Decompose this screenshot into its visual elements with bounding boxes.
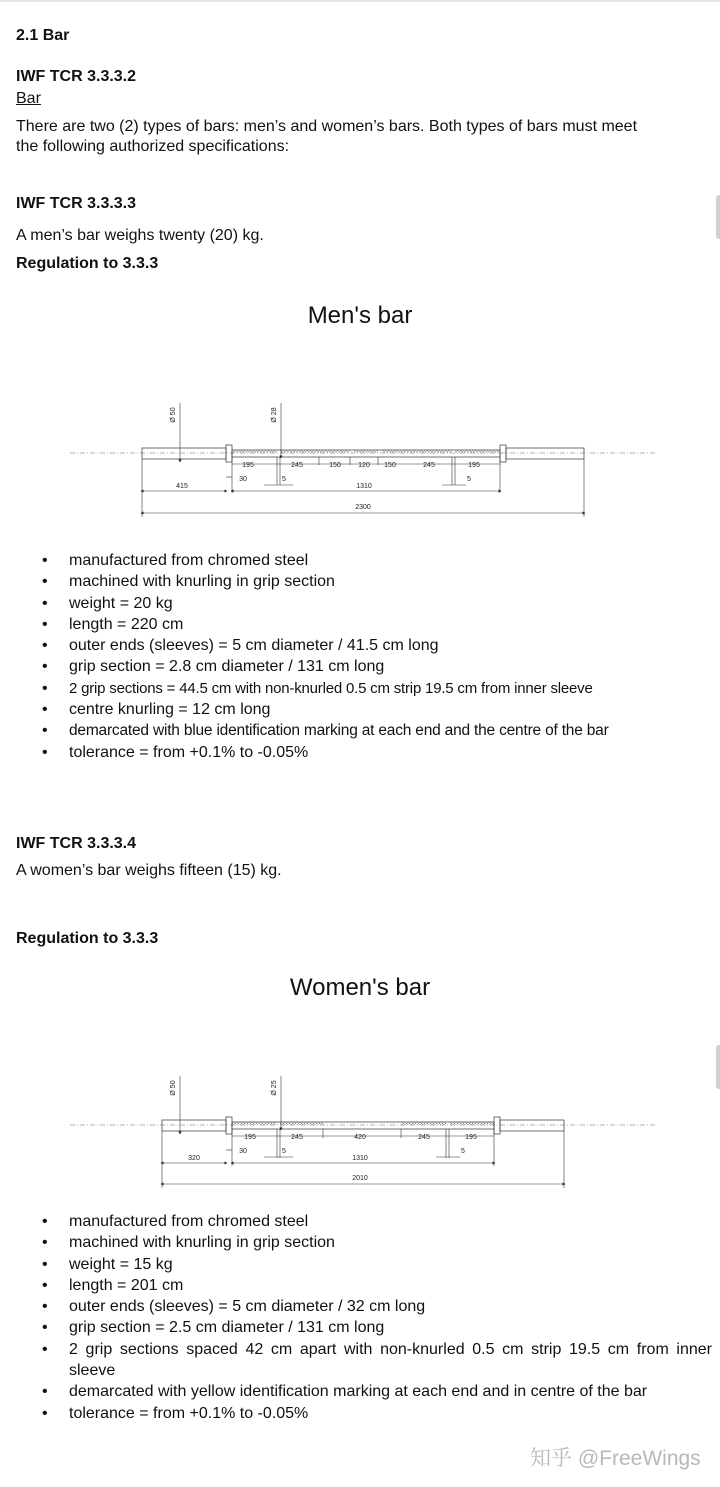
list-item: • 2 grip sections = 44.5 cm with non-knurled 0.5 cm strip 19.5 cm from inner sleeve [42, 678, 712, 699]
list-item: • manufactured from chromed steel [42, 1211, 712, 1232]
strip-left-label: 5 [282, 476, 286, 483]
segment-label: 195 [465, 1134, 477, 1141]
tcr-3334-text: A women’s bar weighs fifteen (15) kg. [16, 862, 282, 879]
outer-diameter-label: Ø 50 [170, 407, 177, 423]
sleeve-label: 320 [188, 1155, 200, 1162]
segment-label: 245 [291, 462, 303, 469]
segment-label: 150 [384, 462, 396, 469]
strip-right-label: 5 [461, 1148, 465, 1155]
mens-bar-spec-list [42, 550, 712, 763]
tcr-3333-text: A men’s bar weighs twenty (20) kg. [16, 227, 264, 244]
segment-label: 150 [329, 462, 341, 469]
tcr-3333-code: IWF TCR 3.3.3.3 [16, 195, 137, 212]
strip-right-label: 5 [467, 476, 471, 483]
list-item: • length = 201 cm [42, 1275, 712, 1296]
tcr-3334-code: IWF TCR 3.3.3.4 [16, 835, 137, 852]
list-item: • outer ends (sleeves) = 5 cm diameter / 32 cm long [42, 1296, 712, 1317]
tcr-3332-line1: There are two (2) types of bars: men’s and women’s bars. Both types of bars must meet [16, 118, 638, 135]
left-collar [226, 1117, 232, 1134]
knurl-left-inner [280, 1122, 323, 1125]
mens-bar-title: Men's bar [307, 302, 413, 329]
collar-label: 30 [239, 1148, 247, 1155]
segment-label: 195 [242, 462, 254, 469]
left-sleeve [142, 448, 226, 459]
tcr-3332-code: IWF TCR 3.3.3.2 [16, 68, 137, 85]
total-length-label: 2010 [352, 1175, 368, 1182]
list-item: • length = 220 cm [42, 614, 712, 635]
right-sleeve [500, 1120, 564, 1131]
tcr-3332-line2: the following authorized specifications: [16, 138, 290, 155]
list-item: • grip section = 2.8 cm diameter / 131 cm long [42, 656, 712, 677]
list-item: • centre knurling = 12 cm long [42, 699, 712, 720]
knurl-left-outer [232, 1122, 277, 1125]
knurl-right-outer [449, 1122, 494, 1125]
segment-label: 195 [244, 1134, 256, 1141]
segment-label: 195 [468, 462, 480, 469]
list-item: • demarcated with yellow identification marking at each end and in centre of the bar [42, 1381, 712, 1402]
top-divider [0, 0, 720, 2]
scroll-edge-indicator [716, 195, 720, 239]
list-item: • outer ends (sleeves) = 5 cm diameter / 41.5 cm long [42, 635, 712, 656]
right-sleeve [506, 448, 584, 459]
right-collar [500, 445, 506, 462]
list-item: • manufactured from chromed steel [42, 550, 712, 571]
womens-bar-diagram [0, 1068, 720, 1218]
outer-diameter-label: Ø 50 [170, 1080, 177, 1096]
sleeve-label: 415 [176, 483, 188, 490]
knurl-right-inner [401, 1122, 446, 1125]
list-item: • weight = 15 kg [42, 1254, 712, 1275]
list-item: • machined with knurling in grip section [42, 571, 712, 592]
tcr-3334-regulation: Regulation to 3.3.3 [16, 930, 159, 947]
inner-length-label: 1310 [356, 483, 372, 490]
segment-label: 245 [418, 1134, 430, 1141]
list-item: • machined with knurling in grip section [42, 1232, 712, 1253]
section-title: 2.1 Bar [16, 27, 70, 44]
watermark-text: 知乎 @FreeWings [530, 1447, 701, 1470]
segment-label: 120 [358, 462, 370, 469]
segment-label: 245 [291, 1134, 303, 1141]
list-item: • tolerance = from +0.1% to -0.05% [42, 1403, 712, 1424]
list-item: • demarcated with blue identification marking at each end and the centre of the bar [42, 720, 712, 741]
list-item: • 2 grip sections spaced 42 cm apart with non-knurled 0.5 cm strip 19.5 cm from inner sleeve [42, 1339, 712, 1382]
womens-bar-spec-list [42, 1211, 712, 1424]
knurl-right-outer [455, 450, 500, 453]
tcr-3333-regulation: Regulation to 3.3.3 [16, 255, 159, 272]
left-sleeve [162, 1120, 226, 1131]
total-length-label: 2300 [355, 504, 371, 511]
knurl-left-inner [280, 450, 350, 453]
grip-diameter-label: Ø 25 [271, 1080, 278, 1096]
collar-label: 30 [239, 476, 247, 483]
left-collar [226, 445, 232, 462]
knurl-right-inner [382, 450, 452, 453]
scroll-edge-indicator [716, 1045, 720, 1089]
segment-label: 245 [423, 462, 435, 469]
strip-left-label: 5 [282, 1148, 286, 1155]
list-item: • grip section = 2.5 cm diameter / 131 cm long [42, 1317, 712, 1338]
segment-label: 420 [354, 1134, 366, 1141]
mens-bar-diagram [0, 395, 720, 545]
right-collar [494, 1117, 500, 1134]
list-item: • weight = 20 kg [42, 593, 712, 614]
knurl-centre [354, 450, 378, 453]
tcr-3332-subtitle: Bar [16, 90, 41, 107]
grip-diameter-label: Ø 28 [271, 407, 278, 423]
womens-bar-title: Women's bar [289, 974, 431, 1001]
inner-length-label: 1310 [352, 1155, 368, 1162]
list-item: • tolerance = from +0.1% to -0.05% [42, 742, 712, 763]
knurl-left-outer [232, 450, 277, 453]
